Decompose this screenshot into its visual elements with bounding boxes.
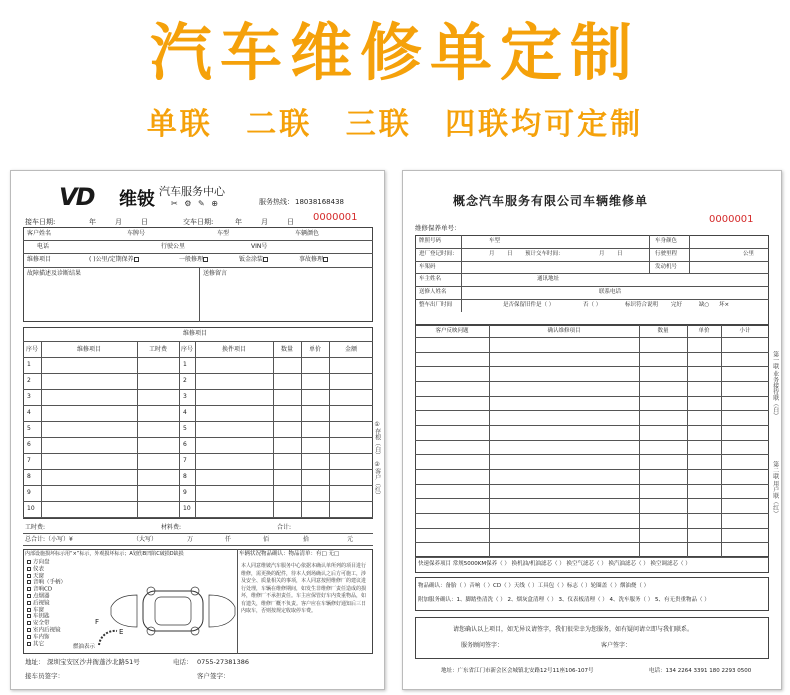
address-label: 地址：	[25, 658, 45, 666]
check-item[interactable]	[27, 580, 66, 586]
subtotal-label: 合计:	[277, 524, 292, 531]
table-row	[415, 542, 769, 543]
fuel-gauge-icon	[97, 627, 119, 647]
receive-date-label: 接车日期:	[25, 218, 56, 226]
check-item[interactable]	[27, 574, 44, 580]
deliver-date-label: 交车日期:	[183, 218, 214, 226]
row-number: 1	[27, 361, 31, 368]
phone-text-2: 电话：134 2264 3391 180 2293 0500	[649, 668, 752, 674]
vin-label: VIN号	[251, 243, 268, 250]
table-row	[415, 528, 769, 529]
copy-note-1: ①存根（白）	[373, 421, 381, 458]
model-label: 车型	[217, 230, 230, 237]
row-number-2: 6	[183, 441, 187, 448]
table-row	[415, 440, 769, 441]
check-item-label: 车钥匙	[33, 613, 50, 620]
row-number-2: 4	[183, 409, 187, 416]
check-item-label: 后视镜	[33, 600, 50, 607]
row-number-2: 10	[183, 505, 191, 512]
serial-number-2: 0000001	[709, 214, 754, 225]
row-number-2: 3	[183, 393, 187, 400]
general-repair-option[interactable]: 一般修理	[179, 257, 210, 263]
table-header-cell: 确认维修项目	[547, 328, 581, 334]
table-header-cell: 单价	[308, 346, 321, 353]
row-number: 3	[27, 393, 31, 400]
table-header-cell: 小计	[739, 328, 751, 334]
checkbox[interactable]	[27, 635, 31, 639]
address-text-2: 地址：广东省江门市新会区会城镇北安路12号11座106-107号	[441, 668, 594, 674]
table-row	[415, 454, 769, 455]
row-number-2: 8	[183, 473, 187, 480]
checkbox[interactable]	[27, 574, 31, 578]
info-field-label: 发动机号	[655, 263, 678, 270]
check-item-label: 安全带	[33, 620, 50, 627]
table-header-cell: 数量	[657, 328, 669, 334]
mileage-label: 行驶公里	[161, 243, 186, 250]
notice-box	[415, 617, 769, 659]
table-header-cell: 金额	[344, 346, 357, 353]
repair-form-left	[10, 170, 385, 690]
customer-remark-label: 送修留言	[203, 270, 228, 277]
info-field-label: 月	[489, 250, 495, 257]
address-value: 深圳宝安区沙井衙蓬沙北路51号	[47, 658, 140, 666]
info-field-label: 是否保留旧件是（ ）	[503, 302, 555, 308]
unit-wan: 万	[187, 536, 194, 543]
serial-number: 0000001	[313, 212, 358, 223]
grand-total-label: 总合计:（小写）¥	[25, 536, 73, 543]
check-item-label: 方向盘	[33, 559, 50, 566]
checkbox[interactable]	[27, 580, 31, 584]
advisor-signature-label: 服务顾问签字：	[461, 642, 504, 649]
check-item-label: 其它	[33, 641, 45, 648]
repair-table-2	[415, 325, 769, 557]
checkbox[interactable]	[27, 601, 31, 605]
check-item[interactable]	[27, 567, 44, 573]
checkbox[interactable]	[27, 594, 31, 598]
form-title: 概念汽车服务有限公司车辆维修单	[453, 194, 649, 208]
fault-description-label: 故障描述及诊断结果	[27, 270, 82, 277]
info-field-label: 否（ ）	[583, 302, 602, 308]
unit-yuan: 元	[347, 536, 354, 543]
customer-agreement: 本人同意维铍汽车服务中心依据本确认单所列的项目进行维修，需更换的配件，待本人到场确认之后方可施工，涉及安全、质量相关的事项，本人同意按照维修厂的建议进行处理，车辆在维修期间，如发生非维修厂责任造成的损坏，维修厂不承担责任。车主应保管好车内贵重物品，如有遗失，维修厂概不负责。客户应在车辆修好通知后三日内取车，否则按规定收取停车费。	[241, 563, 367, 614]
table-header-cell: 序号	[25, 346, 38, 353]
table-title: 维修项目	[183, 330, 208, 337]
info-field-label: 日	[507, 250, 513, 257]
check-item[interactable]	[27, 614, 50, 620]
table-header-cell: 客户反映问题	[435, 328, 469, 334]
damage-legend: 内部设施损坏标示用“×”标示，外观损坏标示；A划伤B凹陷C破损D缺损	[25, 551, 184, 557]
table-row	[415, 425, 769, 426]
labor-total-label: 工时费:	[25, 524, 46, 531]
repair-form-right	[402, 170, 782, 690]
check-item-label: 天窗	[33, 573, 45, 580]
phone-label: 电话	[37, 243, 50, 250]
table-row	[415, 396, 769, 397]
info-field-label: 送修人姓名	[419, 289, 447, 296]
goods-confirm-label: 车辆状况物品确认：物品清单：有□ 无□	[239, 551, 340, 557]
row-number: 9	[27, 489, 31, 496]
date-day: 日	[141, 218, 148, 226]
unit-qian: 仟	[225, 536, 232, 543]
hotline-number: 18038168438	[295, 198, 344, 206]
check-item-label: 室内后视镜	[33, 627, 61, 634]
info-field-label: 车身颜色	[655, 238, 678, 244]
info-field-label: 车架码	[419, 263, 436, 270]
date-month: 月	[115, 218, 122, 226]
info-field-label: 预计交车时间：	[525, 250, 564, 257]
repair-items-label: 维修项目	[27, 256, 52, 263]
banner-sub-4: 四联均可定制	[445, 107, 644, 142]
check-item-label: 仪表	[33, 566, 45, 573]
checkbox[interactable]	[27, 621, 31, 625]
check-item[interactable]	[27, 601, 50, 607]
row-number-2: 7	[183, 457, 187, 464]
row-number-2: 5	[183, 425, 187, 432]
maintenance-option[interactable]: ( )公里/定期保养	[89, 257, 141, 263]
table-row	[415, 484, 769, 485]
brand-logo-mark: VD	[59, 183, 94, 211]
date-month-2: 月	[261, 218, 268, 226]
notice-text: 请您确认以上项目，如无异议请签字，我们很荣幸为您服务，如有疑问请立即与我们联系。	[453, 626, 694, 633]
order-number-label: 维修保养单号：	[415, 224, 461, 232]
row-number: 5	[27, 425, 31, 432]
info-field-label: 牌照号码	[419, 238, 442, 244]
banner-sub-1: 单联	[146, 107, 213, 142]
table-row	[415, 513, 769, 514]
customer-signature-label-2: 客户签字：	[601, 642, 632, 649]
row-number-2: 2	[183, 377, 187, 384]
fuel-label: 燃油表示	[73, 644, 96, 650]
table-row	[415, 352, 769, 353]
tel-label: 电话：	[173, 658, 193, 666]
table-header-cell: 换件项目	[221, 346, 246, 353]
row-number: 4	[27, 409, 31, 416]
check-item[interactable]	[27, 621, 50, 627]
row-number: 8	[27, 473, 31, 480]
table-row	[415, 469, 769, 470]
banner-sub-2: 二联	[246, 107, 313, 142]
row-number-2: 9	[183, 489, 187, 496]
table-header-cell: 工时费	[148, 346, 167, 353]
unit-shi: 拾	[303, 536, 310, 543]
checkbox[interactable]	[27, 614, 31, 618]
extra-service-text: 附加服务确认：1、脚踏垫清洗（ ） 2、烟灰盒清理（ ） 3、仪表板清理（ ） 4、洗车服务（ ） 5、有无贵重物品（ ）	[418, 597, 710, 603]
check-item-label: 音响（手柄）	[33, 579, 67, 586]
goods-confirm-text: 物品确认：备胎（ ）音响（ ）CD（ ）天线（ ）工具包（ ）标志（ ）轮圈盖（ ）烟油烧（ ）	[418, 583, 650, 589]
info-field-label: 缺○	[699, 302, 710, 308]
checkbox[interactable]	[27, 628, 31, 632]
info-field-label: 完好	[671, 302, 683, 308]
tel-value: 0755-27381386	[197, 658, 249, 666]
checkbox[interactable]	[27, 567, 31, 571]
table-row	[415, 557, 769, 558]
customer-name-label: 客户姓名	[27, 230, 52, 237]
brand-logo-name: 维铍	[119, 189, 155, 210]
info-field-label: 通讯地址	[537, 276, 560, 283]
row-number: 2	[27, 377, 31, 384]
table-row	[415, 366, 769, 367]
check-item[interactable]	[27, 587, 52, 593]
color-label: 车辆颜色	[295, 230, 320, 237]
table-header-cell: 单价	[698, 328, 710, 334]
info-field-label: 进厂登记时间：	[419, 250, 458, 257]
info-field-label: 标识符合说明	[625, 302, 659, 308]
body-paint-option[interactable]: 钣金涂装	[239, 257, 270, 263]
check-item[interactable]	[27, 635, 50, 641]
customer-signature-label: 客户签字：	[197, 672, 230, 680]
copy-note-3: 第一联 业务接待联（白）	[771, 351, 779, 419]
check-item[interactable]	[27, 642, 44, 648]
check-item[interactable]	[27, 608, 44, 614]
check-item-label: 音响CD	[33, 586, 53, 593]
car-diagram-icon	[107, 577, 239, 647]
info-field-label: 坏×	[719, 302, 730, 308]
info-field-label: 车主姓名	[419, 276, 442, 283]
banner-sub-3: 三联	[345, 107, 412, 142]
row-number: 6	[27, 441, 31, 448]
info-field-label: 月	[599, 250, 605, 257]
table-header-cell: 序号	[180, 346, 193, 353]
info-field-label: 联系电话	[599, 289, 622, 296]
table-row	[415, 337, 769, 338]
date-year: 年	[89, 218, 96, 226]
check-item-label: 点烟器	[33, 593, 50, 600]
repair-items-table	[23, 327, 373, 519]
quick-service-text: 快速保养项目 常规5000KM保养（ ） 换机油/机油滤芯（ ） 换空气滤芯（ ） 换汽油滤芯（ ） 换空调滤芯（ ）	[418, 561, 691, 567]
row-number-2: 1	[183, 361, 187, 368]
date-year-2: 年	[235, 218, 242, 226]
receiver-signature-label: 接车员签字：	[25, 672, 64, 680]
fuel-empty-mark: E	[119, 628, 124, 636]
fuel-full-mark: F	[95, 618, 100, 626]
table-row	[415, 381, 769, 382]
accident-repair-option[interactable]: 事故修理	[299, 257, 330, 263]
banner-title: 汽车维修单定制	[149, 16, 640, 89]
checkbox[interactable]	[27, 642, 31, 646]
unit-bai: 佰	[263, 536, 270, 543]
checkbox[interactable]	[27, 560, 31, 564]
parts-total-label: 材料费:	[161, 524, 182, 531]
copy-note-2: ②客户（红）	[373, 461, 381, 498]
info-field-label: 整车出厂时间	[419, 302, 453, 308]
row-number: 7	[27, 457, 31, 464]
table-row	[415, 498, 769, 499]
row-number: 10	[27, 505, 35, 512]
table-row	[415, 410, 769, 411]
table-header-cell: 数量	[280, 346, 293, 353]
info-field-label: 行驶里程	[655, 250, 678, 257]
checkbox[interactable]	[27, 608, 31, 612]
checkbox[interactable]	[27, 587, 31, 591]
hotline-label: 服务热线：	[259, 198, 294, 206]
plate-label: 车牌号	[127, 230, 146, 237]
date-day-2: 日	[287, 218, 294, 226]
info-field-label: 日	[617, 250, 623, 257]
copy-note-4: 第二联 用户联（红）	[771, 461, 779, 517]
info-field-label: 公里	[743, 250, 755, 257]
banner-subtitle	[0, 108, 790, 142]
check-item-label: 车窗	[33, 607, 45, 614]
table-header-cell: 维修项目	[76, 346, 101, 353]
uppercase-label: （大写）	[133, 536, 158, 543]
info-field-label: 车型	[489, 238, 501, 244]
check-item-label: 车内饰	[33, 634, 50, 641]
tools-icon: ✂ ⚙ ✎ ⊕	[171, 199, 220, 208]
brand-logo-subtitle: 汽车服务中心	[159, 185, 225, 198]
